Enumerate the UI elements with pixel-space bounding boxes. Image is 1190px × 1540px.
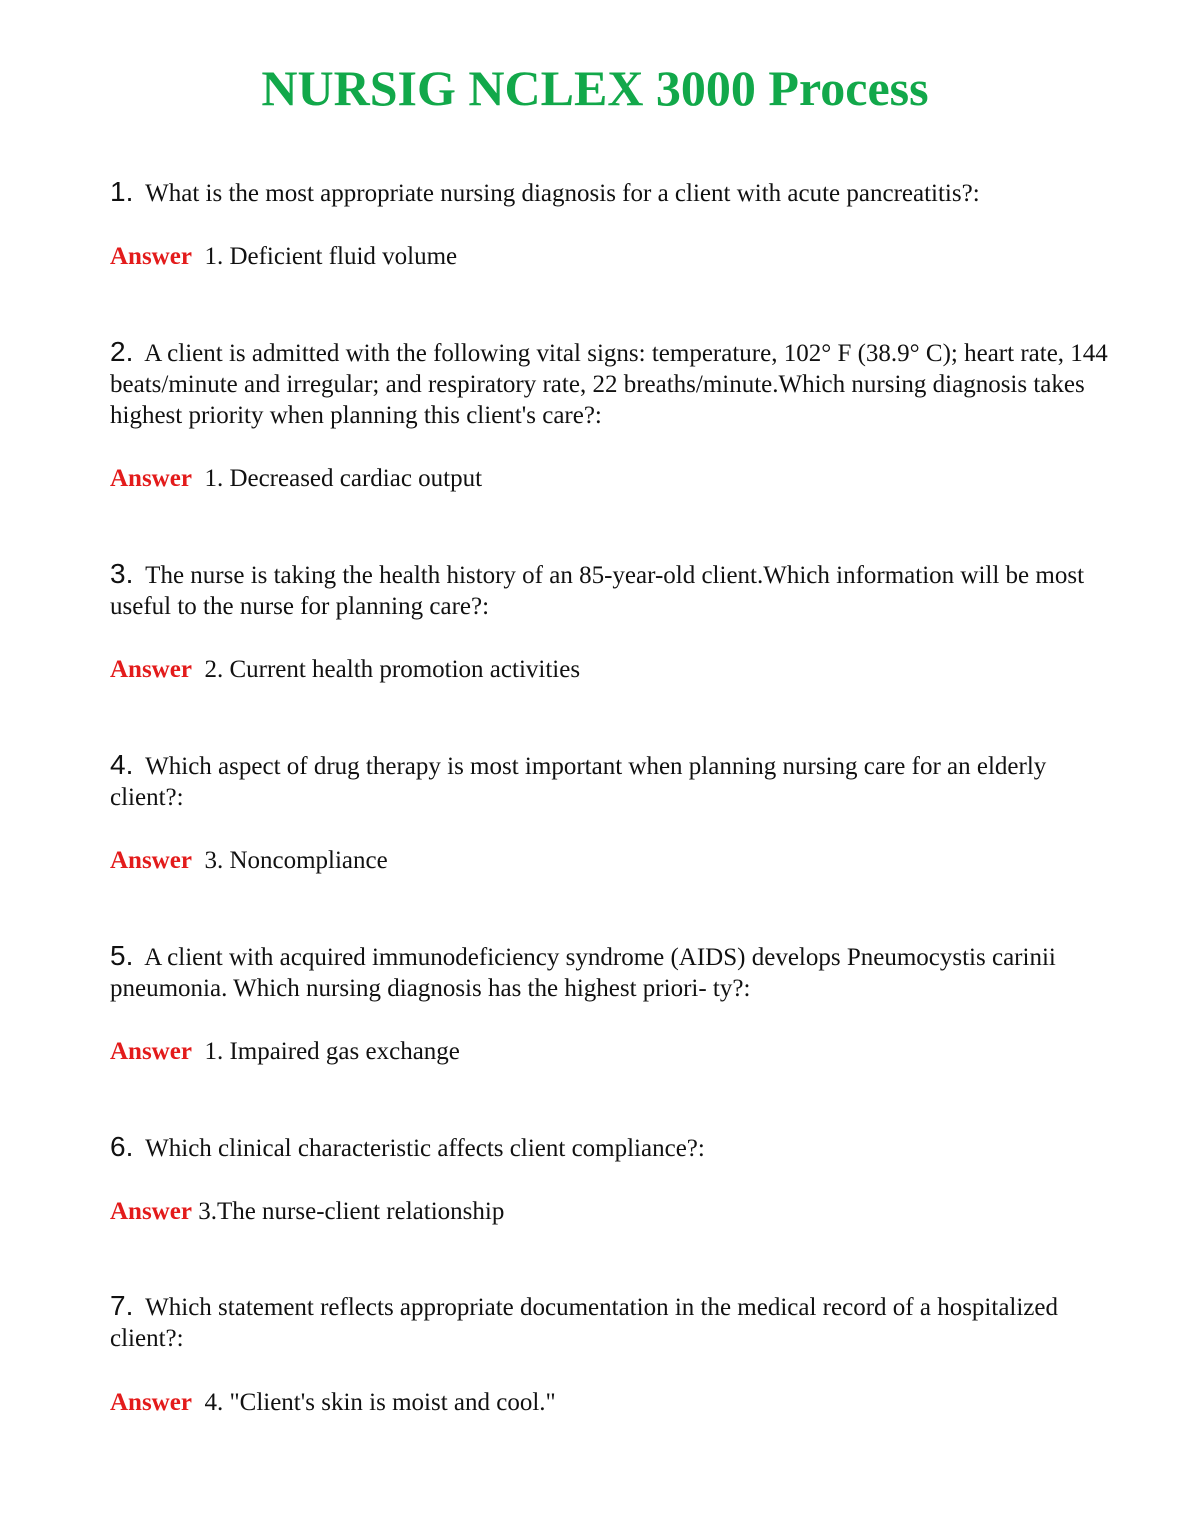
question-number: 1. (110, 176, 134, 207)
question (110, 1290, 1110, 1354)
qa-item-4 (110, 749, 1110, 874)
answer-label: Answer (110, 847, 192, 874)
qa-item-5 (110, 940, 1110, 1065)
answer-text: 4. "Client's skin is moist and cool." (204, 1389, 556, 1416)
answer (110, 845, 388, 876)
qa-item-1 (110, 176, 1110, 270)
answer (110, 1036, 460, 1067)
answer-text: 2. Current health promotion activities (204, 656, 581, 683)
question-number: 6. (110, 1131, 134, 1162)
question-text: Which statement reflects appropriate documentation in the medical record of a hospitalized client?: (110, 1294, 1059, 1352)
question-number: 2. (110, 336, 134, 367)
question (110, 1131, 1110, 1164)
question (110, 558, 1110, 622)
answer-text: 3.The nurse-client relationship (198, 1198, 505, 1225)
answer-text: 3. Noncompliance (204, 847, 388, 874)
answer (110, 1387, 556, 1418)
question-number: 7. (110, 1290, 134, 1321)
question-text: What is the most appropriate nursing diagnosis for a client with acute pancreatitis?: (145, 180, 980, 207)
answer-label: Answer (110, 1198, 192, 1225)
question (110, 336, 1110, 431)
answer-text: 1. Decreased cardiac output (204, 465, 483, 492)
question-text: A client with acquired immunodeficiency syndrome (AIDS) develops Pneumocystis carinii pneumonia. Which nursing diagnosis has the highest priori- ty?: (110, 944, 1056, 1002)
answer (110, 463, 482, 494)
answer-label: Answer (110, 1038, 192, 1065)
question (110, 749, 1110, 813)
question-text: Which aspect of drug therapy is most important when planning nursing care for an elderly client?: (110, 753, 1047, 811)
answer-label: Answer (110, 656, 192, 683)
answer (110, 241, 457, 272)
answer (110, 654, 580, 685)
answer-label: Answer (110, 243, 192, 270)
answer-label: Answer (110, 465, 192, 492)
question-text: The nurse is taking the health history of an 85-year-old client.Which information will be most useful to the nurse for planning care?: (110, 562, 1085, 620)
question-number: 5. (110, 940, 134, 971)
answer-text: 1. Deficient fluid volume (204, 243, 458, 270)
question-text: A client is admitted with the following vital signs: temperature, 102° F (38.9° C); heart rate, 144 beats/minute and irregular; and respiratory rate, 22 breaths/minute.Which nursing diagnosis takes highest priority when planning this client's care?: (110, 340, 1108, 429)
qa-item-6 (110, 1131, 1110, 1225)
question (110, 940, 1110, 1004)
page-title: NURSIG NCLEX 3000 Process (261, 60, 929, 116)
answer (110, 1196, 504, 1227)
question-text: Which clinical characteristic affects client compliance?: (145, 1135, 705, 1162)
question-number: 3. (110, 558, 134, 589)
question-number: 4. (110, 749, 134, 780)
question (110, 176, 1110, 209)
qa-item-7 (110, 1290, 1110, 1416)
qa-item-2 (110, 336, 1110, 492)
qa-item-3 (110, 558, 1110, 683)
answer-text: 1. Impaired gas exchange (204, 1038, 460, 1065)
answer-label: Answer (110, 1389, 192, 1416)
